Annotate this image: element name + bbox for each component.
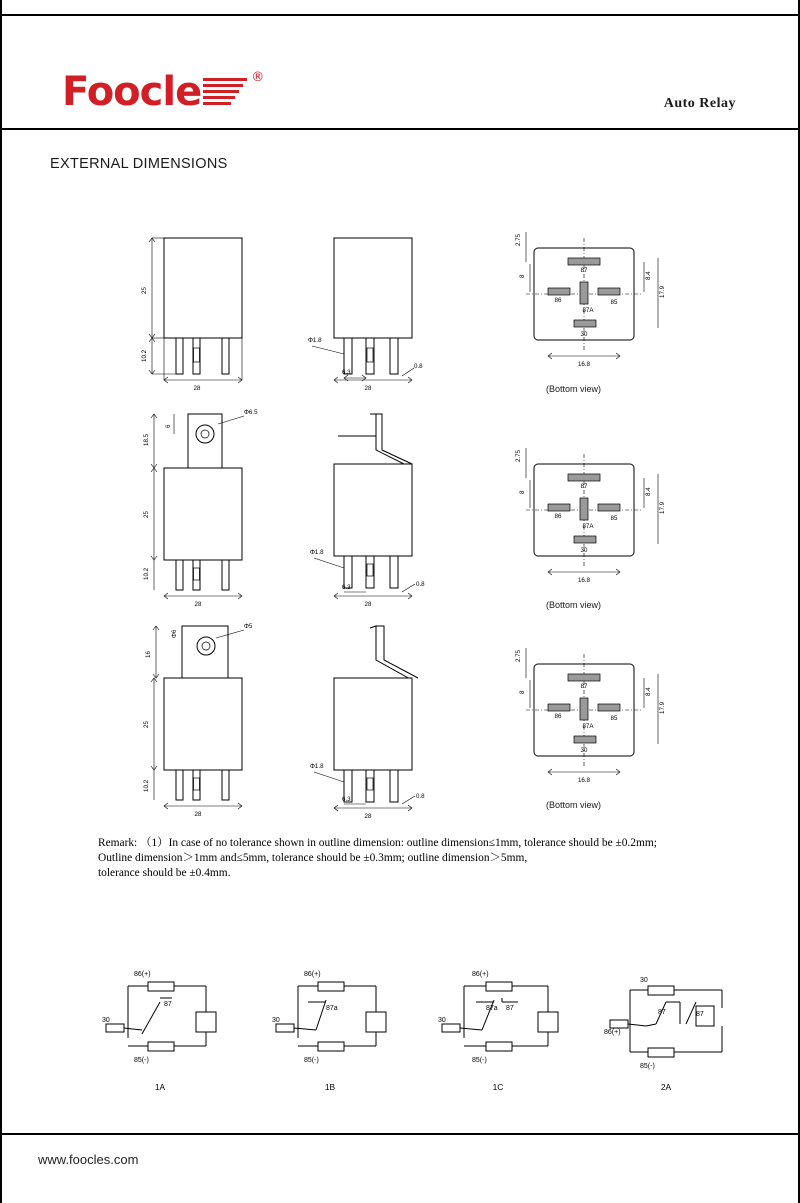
dim-6p3b: 6.3 [342,584,351,591]
label-87: 87 [164,1001,172,1008]
dim-phi5: Φ5 [244,623,253,630]
dim-28b: 28 [364,385,372,392]
pin-85-r2: 85 [610,515,618,522]
dim-18p5: 18.5 [143,433,150,446]
label-30-b: 30 [272,1017,280,1024]
label-30-c: 30 [438,1017,446,1024]
label-87-2a-1: 87 [658,1009,666,1016]
pin-86-r2: 86 [554,513,562,520]
footer-divider [2,1133,798,1135]
dim-17p9: 17.9 [659,285,666,298]
label-86plus: 86(+) [134,971,151,978]
dim-25b: 25 [143,511,150,518]
dim-10p2: 10.2 [141,349,148,362]
pin-30-r3: 30 [580,747,588,754]
label-87a-b: 87a [326,1005,338,1012]
bottom-view-caption-3: (Bottom view) [546,800,602,810]
top-divider [2,14,798,16]
header-title: Auto Relay [663,96,736,111]
remark-label: Remark: [98,837,138,849]
schematic-2a [600,968,770,1098]
dim-phi6: Φ6 [171,629,178,638]
logo-bars-icon [203,78,247,108]
dim-10p2b: 10.2 [143,567,150,580]
dim-8-r2: 8 [519,490,526,494]
dim-28f: 28 [364,813,372,820]
schematic-name-1b: 1B [324,1082,336,1092]
remark-line-2: Outline dimension＞1mm and≤5mm, tolerance should be ±0.3mm; outline dimension＞5mm, [98,852,528,864]
dim-16p8-r2: 16.8 [577,577,591,584]
dim-25c: 25 [143,721,150,728]
dim-8-r3: 8 [519,690,526,694]
label-85minus-c: 85(-) [472,1057,487,1064]
pin-87a: 87A [582,307,594,314]
row3-front-view [132,612,322,818]
dim-8p4: 8.4 [645,271,652,280]
dim-phi1p8c: Φ1.8 [310,763,324,770]
bottom-view-caption-1: (Bottom view) [546,384,602,394]
pin-30: 30 [580,331,588,338]
schematic-name-1a: 1A [154,1082,166,1092]
pin-87: 87 [580,267,588,274]
dim-6: 6 [165,424,172,428]
dim-16p8-r3: 16.8 [577,777,591,784]
dim-16: 16 [145,651,152,658]
dim-phi1p8: Φ1.8 [308,337,322,344]
dim-10p2c: 10.2 [143,779,150,792]
row1-bottom-view [502,224,682,404]
remark-block [98,836,718,881]
pin-87-r3: 87 [580,683,588,690]
dim-28: 28 [193,385,201,392]
dim-6p3c: 6.3 [342,796,351,803]
pin-87-r2: 87 [580,483,588,490]
remark-line-1: （1）In case of no tolerance shown in outline dimension: outline dimension≤1mm, tolerance should be ±0.2mm; [140,837,657,849]
label-87a-c: 87a [486,1005,498,1012]
pin-86: 86 [554,297,562,304]
schematic-1b [268,968,428,1098]
dim-0p8: 0.8 [414,363,423,370]
dim-8: 8 [519,274,526,278]
dim-16p8: 16.8 [577,361,591,368]
label-86plus-2a: 86(+) [604,1029,621,1036]
company-logo [62,69,265,115]
dim-2p75: 2.75 [515,233,522,246]
dim-17p9-r3: 17.9 [659,701,666,714]
row1-side-view [302,228,482,392]
dim-8p4-r3: 8.4 [645,687,652,696]
footer-website[interactable]: www.foocles.com [38,1152,139,1167]
label-85minus: 85(-) [134,1057,149,1064]
pin-87a-r3: 87A [582,723,594,730]
pin-86-r3: 86 [554,713,562,720]
dim-28e: 28 [194,811,202,818]
schematic-1a [98,968,258,1098]
dim-6p3: 6.3 [342,369,351,376]
pin-85-r3: 85 [610,715,618,722]
dim-phi1p8b: Φ1.8 [310,549,324,556]
bottom-view-caption-2: (Bottom view) [546,600,602,610]
dim-2p75-r3: 2.75 [515,649,522,662]
row2-side-view [302,400,492,608]
row3-side-view [302,612,492,820]
registered-mark-icon: ® [251,70,265,85]
dim-17p9-r2: 17.9 [659,501,666,514]
pin-30-r2: 30 [580,547,588,554]
label-86plus-c: 86(+) [472,971,489,978]
dim-8p4-r2: 8.4 [645,487,652,496]
pin-87a-r2: 87A [582,523,594,530]
remark-line-3: tolerance should be ±0.4mm. [98,867,231,879]
dim-28c: 28 [194,601,202,608]
label-30-2a: 30 [640,977,648,984]
dim-0p8c: 0.8 [416,793,425,800]
dim-25: 25 [141,287,148,294]
row2-bottom-view [502,440,682,620]
page-title: EXTERNAL DIMENSIONS [50,156,228,172]
row2-front-view [132,400,322,608]
schematic-name-1c: 1C [492,1082,504,1092]
label-30: 30 [102,1017,110,1024]
row3-bottom-view [502,640,682,820]
schematic-1c [432,968,602,1098]
dim-2p75-r2: 2.75 [515,449,522,462]
schematic-name-2a: 2A [660,1082,672,1092]
dim-phi6p5: Φ6.5 [244,409,258,416]
row1-front-view [132,228,312,392]
header-divider [2,128,798,130]
label-86plus-b: 86(+) [304,971,321,978]
label-87-2a-2: 87 [696,1011,704,1018]
logo-wordmark: Foocle [62,69,202,115]
dim-28d: 28 [364,601,372,608]
label-87-c: 87 [506,1005,514,1012]
pin-85: 85 [610,299,618,306]
dim-0p8b: 0.8 [416,581,425,588]
label-85minus-b: 85(-) [304,1057,319,1064]
label-85minus-2a: 85(-) [640,1063,655,1070]
